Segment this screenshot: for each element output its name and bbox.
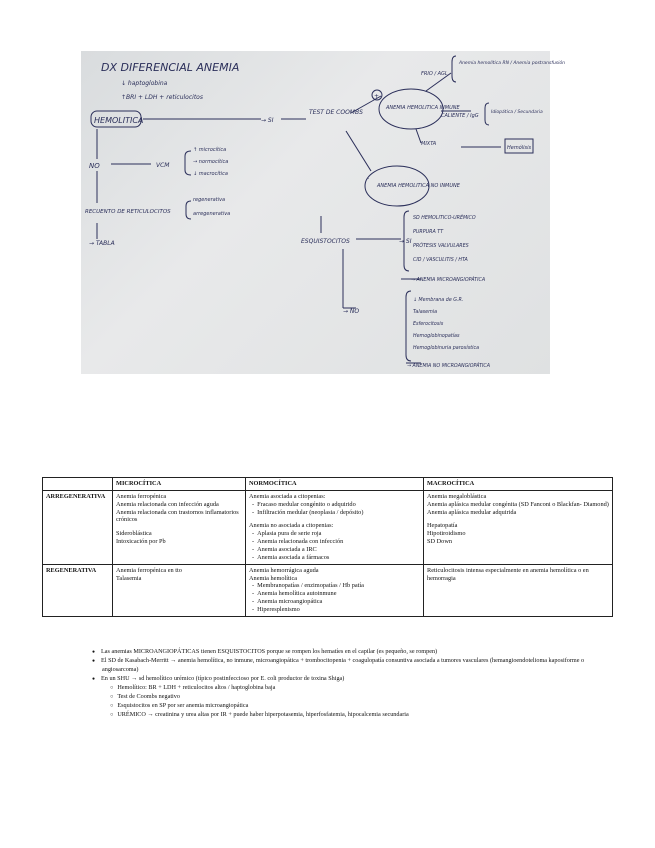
- hapto-label: ↓ haptoglobina: [121, 80, 168, 87]
- cell-normo-arreg: [246, 490, 424, 564]
- cell-line: Anemia ferropénica: [116, 492, 167, 500]
- cell-subitem: - Anemia microangiopática: [249, 598, 420, 606]
- table-row-arregenerativa: [43, 490, 613, 564]
- mixta-label: MIXTA: [421, 141, 437, 147]
- cell-line: Sideroblástica: [116, 530, 152, 538]
- no-label-2: → NO: [343, 308, 360, 315]
- header-microcitica: MICROCÍTICA: [113, 478, 246, 491]
- cell-line: Reticulocitosis intensa especialmente en anemia hemolítica o en hemorragia: [427, 566, 589, 582]
- diagram-title: DX DIFERENCIAL ANEMIA: [101, 61, 240, 74]
- arregenerativa-label: arregenerativa: [193, 211, 231, 217]
- calor-sub-label: Idiopática / Secundaria: [491, 110, 543, 115]
- cell-line: Anemia relacionada con trastornos inflamatorios crónicos: [116, 508, 239, 524]
- no-micro-label: → ANEMIA NO MICROANGIOPÁTICA: [407, 364, 491, 369]
- tabla-label: → TABLA: [89, 240, 115, 247]
- note-text: Las anemias MICROANGIOPÁTICAS tienen ESQUISTOCITOS porque se rompen los hematíes en el capilar (es pequeño, se rompen): [101, 648, 438, 655]
- note-subbullet: [102, 711, 612, 720]
- cell-micro-arreg: [113, 490, 246, 564]
- cell-line: Anemia hemorrágica aguda: [249, 566, 319, 574]
- cell-line: Anemia no asociada a citopenias:: [249, 522, 334, 530]
- cell-subitem: - Anemia hemolítica autoinmune: [249, 590, 420, 598]
- note-subbullet: [102, 693, 612, 702]
- cell-subitem: - Fracaso medular congénito o adquirido: [249, 501, 420, 509]
- frio-sub-label: Anemia hemolítica RN / Anemia postransfusión: [459, 61, 566, 66]
- diagram-svg: [81, 51, 566, 374]
- cell-subitem: - Hiperesplenismo: [249, 606, 420, 614]
- sd-item-1: SD HEMOLITICO-URÉMICO: [413, 216, 476, 221]
- note-bullet: [102, 675, 612, 684]
- mixta-sub-label: Hemólisis: [507, 145, 532, 151]
- note-text: En un SHU → sd hemolítico urémico (típico postinfeccioso por E. coli productor de toxina Shiga): [101, 674, 345, 682]
- cell-macro-arreg: [424, 490, 613, 564]
- note-text: Test de Coombs negativo: [117, 692, 180, 700]
- vcm-label: VCM: [156, 162, 170, 169]
- header-macrocitica: MACROCÍTICA: [424, 478, 613, 491]
- cell-line: Hepatopatía: [427, 522, 458, 530]
- bri-label: ↑BRI + LDH + reticulocitos: [121, 94, 203, 101]
- notes-list: [92, 648, 612, 720]
- note-subbullet: [102, 684, 612, 693]
- no-item-4: Hemoglobinopatías: [413, 334, 460, 339]
- cell-normo-reg: [246, 564, 424, 616]
- cell-subitem: - Infiltración medular (neoplasia / depósito): [249, 509, 420, 517]
- note-text: Esquistocitos en SP por ser anemia microangiopática: [117, 701, 249, 709]
- cell-subitem: - Anemia relacionada con infección: [249, 538, 420, 546]
- no-item-3: Esferocitosis: [413, 322, 444, 327]
- micro-label: ↑ microcítica: [193, 147, 227, 153]
- anemia-classification-table: [42, 477, 612, 617]
- cell-subitem: - Membranopatías / enzimopatías / Hb patía: [249, 582, 420, 590]
- cell-line: Anemia relacionada con infección aguda: [116, 500, 219, 508]
- cell-macro-reg: [424, 564, 613, 616]
- frio-label: FRIO / AGL: [421, 71, 448, 77]
- sd-item-3: PRÓTESIS VALVULARES: [413, 244, 469, 249]
- si-label-2: → SI: [399, 238, 412, 245]
- note-subbullet: [102, 702, 612, 711]
- no-label: NO: [89, 162, 100, 170]
- note-bullet: [102, 648, 612, 657]
- no-item-1: ↓ Membrana de G.R.: [413, 298, 464, 303]
- note-bullet: [102, 657, 612, 675]
- cell-line: Anemia asociada a citopenias:: [249, 492, 326, 500]
- sd-item-2: PURPURA TT: [413, 230, 444, 235]
- calor-label: CALIENTE / IgG: [441, 113, 479, 119]
- cell-subitem: - Anemia asociada a fármacos: [249, 554, 420, 562]
- cell-line: Anemia aplásica medular adquirida: [427, 508, 517, 516]
- esquistocitos-label: ESQUISTOCITOS: [301, 238, 350, 245]
- aha-label: ANEMIA HEMOLITICA INMUNE: [386, 105, 460, 111]
- cell-subitem: - Anemia asociada a IRC: [249, 546, 420, 554]
- cell-line: Talasemia: [116, 574, 142, 582]
- reticulocitos-label: RECUENTO DE RETICULOCITOS: [85, 209, 171, 215]
- micro-ang-label: → ANEMIA MICROANGIOPÁTICA: [411, 278, 486, 283]
- plus-label: +: [374, 93, 380, 100]
- note-text: El SD de Kasabach-Merritt → anemia hemolítica, no inmune, microangiopática + trombocitopenia + coagulopatía consuntiva asociada a tumores vasculares (hemangioendotelioma kaposiforme o angiosarcoma): [101, 656, 585, 673]
- ahni-label: ANEMIA HEMOLITICA NO INMUNE: [377, 183, 460, 189]
- test-coombs-label: TEST DE COOMBS: [309, 109, 363, 116]
- cell-line: Anemia aplásica medular congénita (SD Fanconi o Blackfan- Diamond): [427, 500, 609, 508]
- note-text: URÉMICO → creatinina y urea altas por IR + puede haber hiperpotasemia, hiperfosfatemia, hipocalcemia secundaria: [117, 710, 409, 718]
- cell-micro-reg: [113, 564, 246, 616]
- handwritten-diagram-photo: [81, 51, 566, 374]
- header-empty: [43, 478, 113, 491]
- row-label: REGENERATIVA: [43, 564, 113, 616]
- no-item-5: Hemoglobinuria paroxística: [413, 346, 480, 351]
- cell-line: Anemia hemolítica: [249, 574, 298, 582]
- macro-label: ↓ macrocítica: [193, 171, 228, 177]
- cell-line: Hipotiroidismo: [427, 530, 466, 538]
- table-header-row: [43, 478, 613, 491]
- note-text: Hemolítico: BR + LDH + reticulocitos altos / haptoglobina baja: [117, 683, 276, 691]
- cell-line: SD Down: [427, 538, 453, 546]
- row-label: ARREGENERATIVA: [43, 490, 113, 564]
- si-label-1: → SI: [261, 117, 274, 124]
- regenerativa-label: regenerativa: [193, 197, 226, 203]
- sd-item-4: CID / VASCULITIS / HTA: [413, 258, 468, 263]
- normo-label: → normocítica: [193, 159, 229, 165]
- cell-line: Anemia megaloblástica: [427, 492, 487, 500]
- no-item-2: Talasemia: [413, 310, 438, 315]
- header-normocitica: NORMOCÍTICA: [246, 478, 424, 491]
- minus-label: -: [367, 175, 370, 182]
- table-row-regenerativa: [43, 564, 613, 616]
- cell-subitem: - Aplasia pura de serie roja: [249, 530, 420, 538]
- cell-line: Intoxicación por Pb: [116, 538, 166, 546]
- hemolitica-label: HEMOLITICA: [94, 116, 144, 125]
- cell-line: Anemia ferropénica en tto: [116, 566, 182, 574]
